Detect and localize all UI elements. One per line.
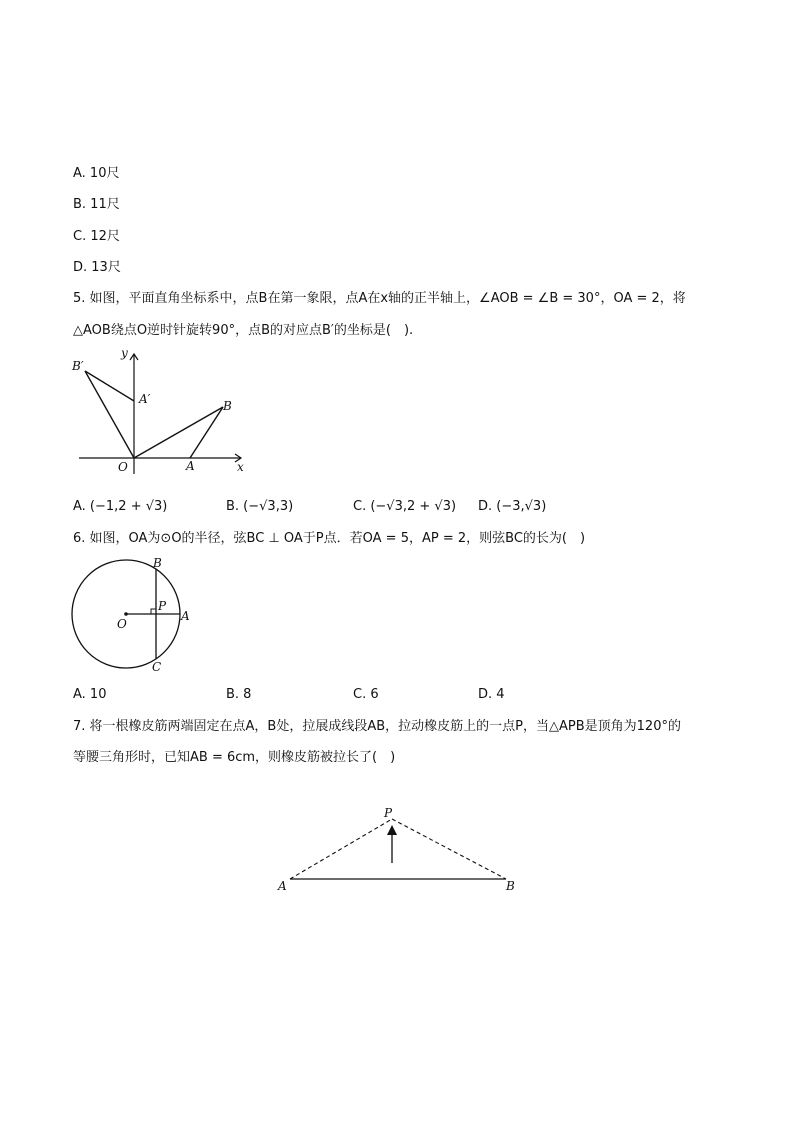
q4-option-c: C. 12尺 [73,229,120,244]
q5-label-bprime: B′ [72,359,84,373]
q6-label-c: C [152,660,162,674]
q7-label-a: A [278,879,287,893]
q5-option-b: B. (−√3,3) [226,499,294,514]
q7-label-b: B [506,879,515,893]
q7-label-p: P [384,806,393,820]
q6-option-b: B. 8 [226,687,252,702]
q6-stem-line1: 6. 如图，OA为⊙O的半径，弦BC ⊥ OA于P点．若OA = 5，AP = 2，则弦BC的长为( ) [73,531,586,546]
q4-option-a: A. 10尺 [73,166,120,181]
q5-label-x: x [237,460,244,474]
q5-option-a: A. (−1,2 + √3) [73,499,168,514]
q6-option-a: A. 10 [73,687,107,702]
q5-option-d: D. (−3,√3) [478,499,547,514]
q6-label-a: A [181,609,190,623]
q6-label-b: B [153,556,162,570]
q5-option-c: C. (−√3,2 + √3) [353,499,457,514]
q5-label-y: y [121,346,128,360]
q4-option-d: D. 13尺 [73,260,121,275]
q5-label-b: B [223,399,232,413]
q5-stem-line1: 5. 如图，平面直角坐标系中，点B在第一象限，点A在x轴的正半轴上，∠AOB = ∠B = 30°，OA = 2，将 [73,291,686,306]
q6-label-p: P [158,599,167,613]
q6-option-d: D. 4 [478,687,505,702]
q6-figure [62,554,202,676]
q5-stem-line2: △AOB绕点O逆时针旋转90°，点B的对应点B′的坐标是( ). [73,323,414,338]
q5-label-aprime: A′ [139,392,151,406]
q7-figure [270,798,530,898]
q6-option-c: C. 6 [353,687,379,702]
q7-stem-line2: 等腰三角形时，已知AB = 6cm，则橡皮筋被拉长了( ) [73,750,396,765]
q5-label-a: A [186,459,195,473]
q6-label-o: O [117,617,127,631]
q5-figure [65,340,255,480]
q4-option-b: B. 11尺 [73,197,120,212]
q5-label-o: O [118,460,128,474]
q7-stem-line1: 7. 将一根橡皮筋两端固定在点A，B处，拉展成线段AB，拉动橡皮筋上的一点P，当△APB是顶角为120°的 [73,719,681,734]
